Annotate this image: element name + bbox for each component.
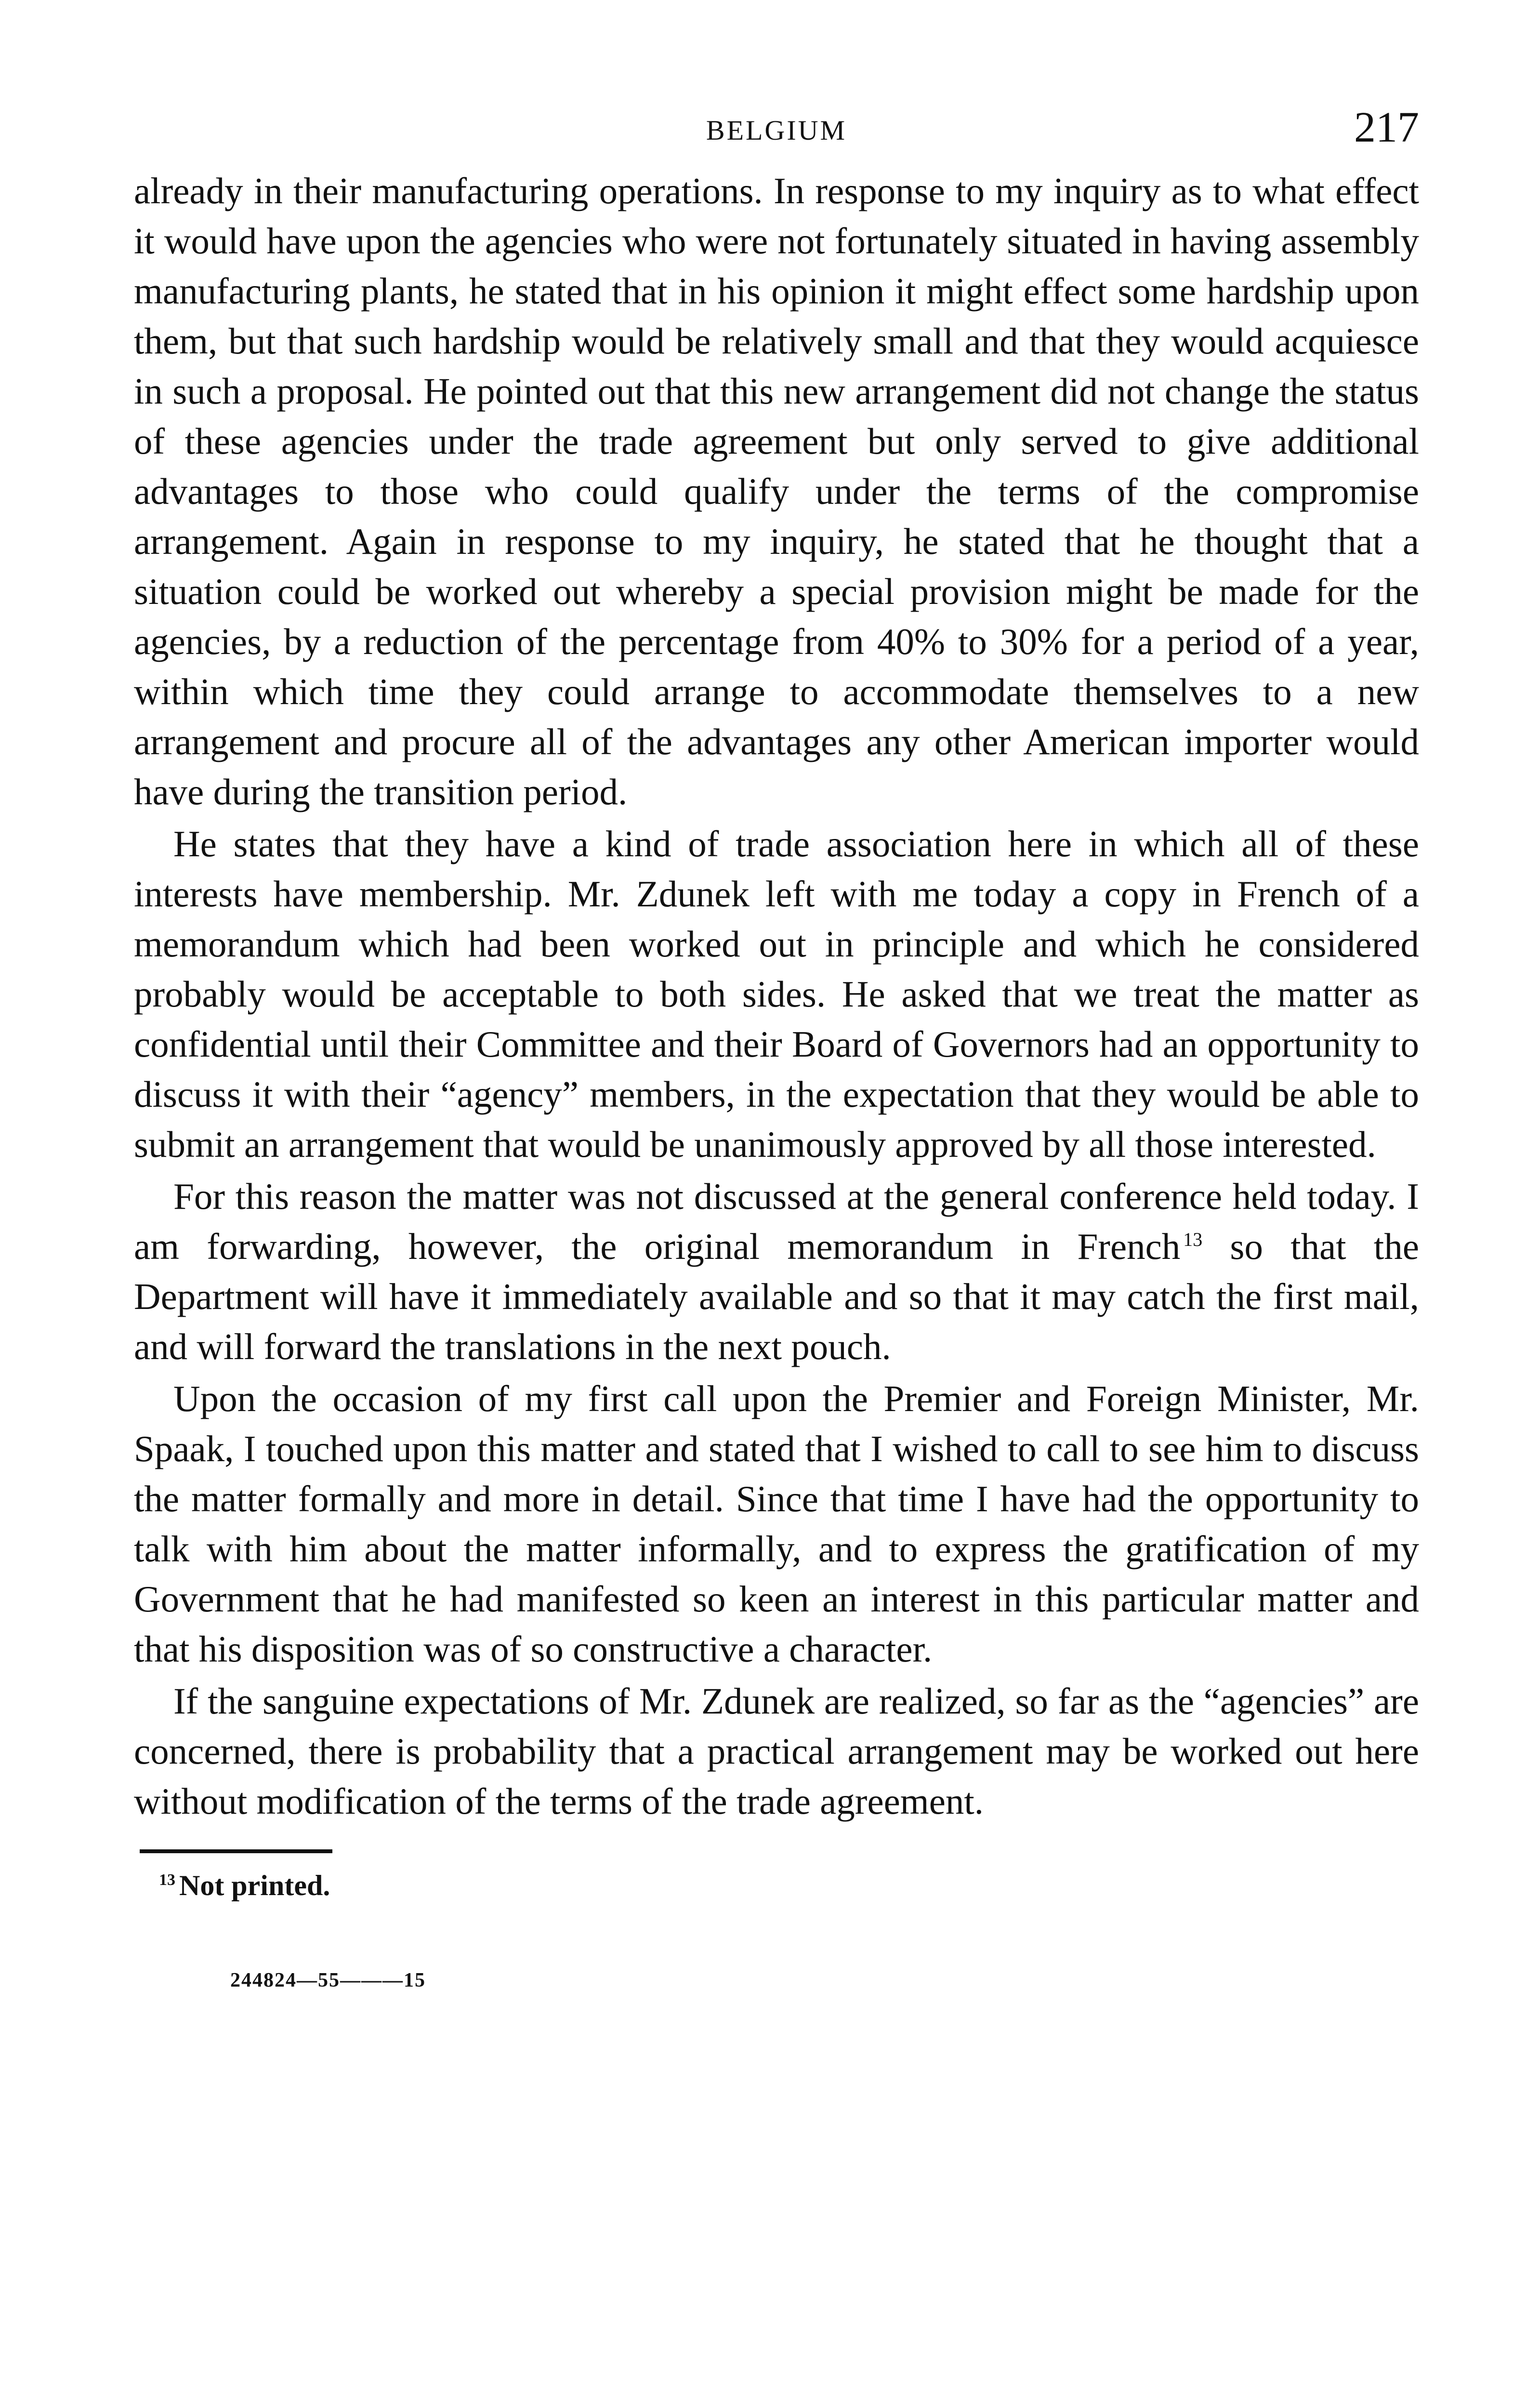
body-text (134, 166, 1419, 1826)
footnote-marker: 13 (159, 1871, 175, 1889)
page-number: 217 (1354, 104, 1419, 151)
document-page (134, 92, 1419, 1992)
footnote-text: Not printed. (179, 1870, 330, 1901)
footnote-divider (140, 1849, 332, 1853)
paragraph-3-text-after: so that the Department will have it immediately available and so that it may catch the first mail, and will forward the translations in the next pouch. (134, 1226, 1420, 1367)
printer-mark: 244824—55———15 (230, 1969, 426, 1991)
paragraph-1: already in their manufacturing operations. In response to my inquiry as to what effect it would have upon the agencies who were not fortunately situated in having assembly manufacturing plants, he stated that in his opinion it might effect some hardship upon them, but that such hardship would be relatively small and that they would acquiesce in such a proposal. He pointed out that this new arrangement did not change the status of these agencies under the trade agreement but only served to give additional advantages to those who could qualify under the terms of the compromise arrangement. Again in response to my inquiry, he stated that he thought that a situation could be worked out whereby a special provision might be made for the agencies, by a reduction of the percentage from 40% to 30% for a period of a year, within which time they could arrange to accommodate themselves to a new arrangement and procure all of the advantages any other American importer would have during the transition period. (134, 170, 1419, 812)
paragraph-2: He states that they have a kind of trade association here in which all of these interests have membership. Mr. Zdunek left with me today a copy in French of a memorandum which had been worked out in principle and which he considered probably would be acceptable to both sides. He asked that we treat the matter as confidential until their Committee and their Board of Governors had an opportunity to discuss it with their “agency” members, in the expectation that they would be able to submit an arrangement that would be unanimously approved by all those interested. (134, 823, 1419, 1165)
paragraph-5: If the sanguine expectations of Mr. Zdunek are realized, so far as the “agencies” are concerned, there is probability that a practical arrangement may be worked out here without modification of the terms of the trade agreement. (134, 1680, 1419, 1822)
footnote-reference: 13 (1183, 1229, 1203, 1251)
page-header (134, 92, 1419, 164)
running-title: BELGIUM (706, 115, 847, 146)
paragraph-3 (134, 1171, 1419, 1372)
footnote (159, 1870, 1419, 1901)
paragraph-4: Upon the occasion of my first call upon the Premier and Foreign Minister, Mr. Spaak, I touched upon this matter and stated that I wished to call to see him to discuss the matter formally and more in detail. Since that time I have had the opportunity to talk with him about the matter informally, and to express the gratification of my Government that he had manifested so keen an interest in this particular matter and that his disposition was of so constructive a character. (134, 1378, 1419, 1670)
paragraph-3-text-before: For this reason the matter was not discussed at the general conference held today. I am forwarding, however, the original memorandum in French (134, 1176, 1419, 1267)
